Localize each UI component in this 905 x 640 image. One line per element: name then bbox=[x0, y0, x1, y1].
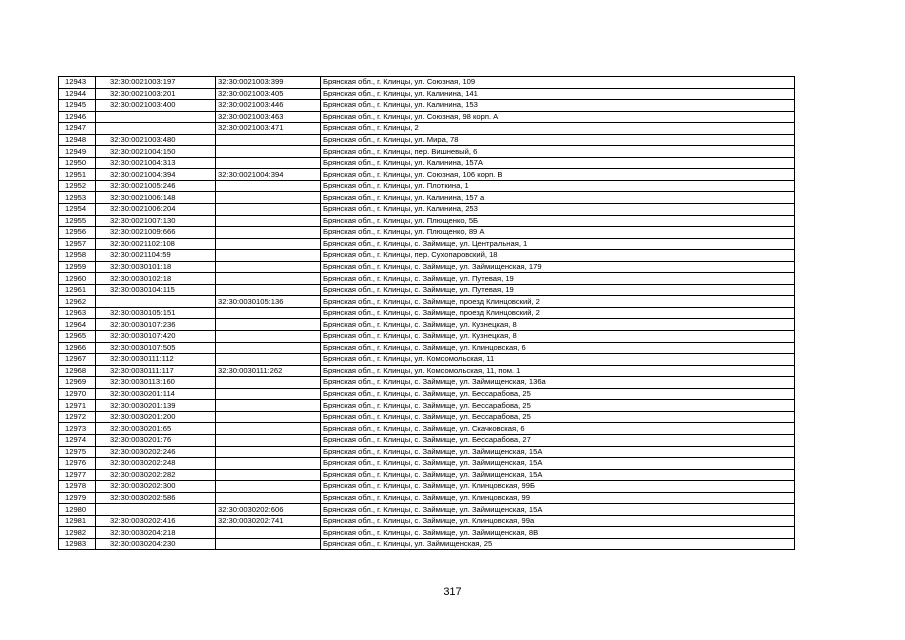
cadastral-number-cell: 32:30:0030201:139 bbox=[96, 400, 216, 412]
row-number-cell: 12983 bbox=[59, 538, 96, 550]
row-number-cell: 12966 bbox=[59, 342, 96, 354]
cadastral-number-cell: 32:30:0021004:150 bbox=[96, 146, 216, 158]
table-row bbox=[59, 111, 795, 123]
row-number-cell: 12961 bbox=[59, 284, 96, 296]
cadastral-number-cell: 32:30:0030113:160 bbox=[96, 377, 216, 389]
related-cadastral-number-cell: 32:30:0030111:262 bbox=[216, 365, 321, 377]
cadastral-number-cell: 32:30:0030204:218 bbox=[96, 527, 216, 539]
table-row bbox=[59, 446, 795, 458]
address-cell: Брянская обл., г. Клинцы, с. Займище, ул. Бессарабова, 27 bbox=[321, 434, 795, 446]
address-cell: Брянская обл., г. Клинцы, ул. Калинина, 253 bbox=[321, 204, 795, 216]
cadastral-number-cell bbox=[96, 111, 216, 123]
cadastral-number-cell bbox=[96, 504, 216, 516]
address-cell: Брянская обл., г. Клинцы, ул. Калинина, 153 bbox=[321, 100, 795, 112]
row-number-cell: 12963 bbox=[59, 307, 96, 319]
cadastral-number-cell: 32:30:0030111:112 bbox=[96, 354, 216, 366]
row-number-cell: 12951 bbox=[59, 169, 96, 181]
address-cell: Брянская обл., г. Клинцы, с. Займище, ул. Бессарабова, 25 bbox=[321, 411, 795, 423]
cadastral-number-cell: 32:30:0021102:108 bbox=[96, 238, 216, 250]
table-row bbox=[59, 100, 795, 112]
related-cadastral-number-cell bbox=[216, 261, 321, 273]
table-row bbox=[59, 146, 795, 158]
row-number-cell: 12955 bbox=[59, 215, 96, 227]
table-row bbox=[59, 469, 795, 481]
address-cell: Брянская обл., г. Клинцы, с. Займище, ул. Займищенская, 179 bbox=[321, 261, 795, 273]
property-table bbox=[58, 76, 795, 550]
cadastral-number-cell: 32:30:0021004:394 bbox=[96, 169, 216, 181]
address-cell: Брянская обл., г. Клинцы, с. Займище, проезд Клинцовский, 2 bbox=[321, 307, 795, 319]
row-number-cell: 12968 bbox=[59, 365, 96, 377]
cadastral-number-cell: 32:30:0030202:282 bbox=[96, 469, 216, 481]
related-cadastral-number-cell bbox=[216, 307, 321, 319]
row-number-cell: 12956 bbox=[59, 227, 96, 239]
address-cell: Брянская обл., г. Клинцы, с. Займище, ул. Клинцовская, 99а bbox=[321, 515, 795, 527]
address-cell: Брянская обл., г. Клинцы, ул. Союзная, 109 bbox=[321, 77, 795, 89]
address-cell: Брянская обл., г. Клинцы, ул. Комсомольская, 11 bbox=[321, 354, 795, 366]
cadastral-number-cell: 32:30:0030104:115 bbox=[96, 284, 216, 296]
row-number-cell: 12980 bbox=[59, 504, 96, 516]
table-row bbox=[59, 204, 795, 216]
cadastral-number-cell: 32:30:0021009:666 bbox=[96, 227, 216, 239]
row-number-cell: 12959 bbox=[59, 261, 96, 273]
address-cell: Брянская обл., г. Клинцы, с. Займище, ул. Путевая, 19 bbox=[321, 284, 795, 296]
related-cadastral-number-cell bbox=[216, 434, 321, 446]
related-cadastral-number-cell bbox=[216, 492, 321, 504]
table-row bbox=[59, 492, 795, 504]
cadastral-number-cell bbox=[96, 296, 216, 308]
table-row bbox=[59, 377, 795, 389]
address-cell: Брянская обл., г. Клинцы, с. Займище, ул. Займищенская, 15А bbox=[321, 458, 795, 470]
table-row bbox=[59, 296, 795, 308]
address-cell: Брянская обл., г. Клинцы, с. Займище, ул. Скачковская, 6 bbox=[321, 423, 795, 435]
cadastral-number-cell: 32:30:0030105:151 bbox=[96, 307, 216, 319]
address-cell: Брянская обл., г. Клинцы, с. Займище, ул. Путевая, 19 bbox=[321, 273, 795, 285]
table-row bbox=[59, 134, 795, 146]
table-row bbox=[59, 215, 795, 227]
related-cadastral-number-cell: 32:30:0021003:399 bbox=[216, 77, 321, 89]
cadastral-number-cell: 32:30:0021006:204 bbox=[96, 204, 216, 216]
table-row bbox=[59, 238, 795, 250]
row-number-cell: 12965 bbox=[59, 331, 96, 343]
related-cadastral-number-cell: 32:30:0030202:606 bbox=[216, 504, 321, 516]
table-row bbox=[59, 458, 795, 470]
address-cell: Брянская обл., г. Клинцы, ул. Плоткина, 1 bbox=[321, 180, 795, 192]
address-cell: Брянская обл., г. Клинцы, ул. Калинина, 157А bbox=[321, 157, 795, 169]
cadastral-number-cell: 32:30:0021005:246 bbox=[96, 180, 216, 192]
related-cadastral-number-cell bbox=[216, 180, 321, 192]
cadastral-number-cell: 32:30:0021104:59 bbox=[96, 250, 216, 262]
row-number-cell: 12943 bbox=[59, 77, 96, 89]
related-cadastral-number-cell bbox=[216, 481, 321, 493]
address-cell: Брянская обл., г. Клинцы, 2 bbox=[321, 123, 795, 135]
row-number-cell: 12950 bbox=[59, 157, 96, 169]
table-row bbox=[59, 77, 795, 89]
table-row bbox=[59, 354, 795, 366]
table-row bbox=[59, 307, 795, 319]
cadastral-number-cell: 32:30:0030204:230 bbox=[96, 538, 216, 550]
table-body bbox=[59, 77, 795, 550]
related-cadastral-number-cell bbox=[216, 377, 321, 389]
cadastral-number-cell: 32:30:0021004:313 bbox=[96, 157, 216, 169]
cadastral-number-cell: 32:30:0030201:65 bbox=[96, 423, 216, 435]
table-row bbox=[59, 157, 795, 169]
address-cell: Брянская обл., г. Клинцы, с. Займище, ул. Займищенская, 136а bbox=[321, 377, 795, 389]
related-cadastral-number-cell bbox=[216, 469, 321, 481]
related-cadastral-number-cell bbox=[216, 250, 321, 262]
table-row bbox=[59, 423, 795, 435]
table-row bbox=[59, 434, 795, 446]
address-cell: Брянская обл., г. Клинцы, ул. Мира, 78 bbox=[321, 134, 795, 146]
related-cadastral-number-cell bbox=[216, 331, 321, 343]
cadastral-number-cell: 32:30:0030202:416 bbox=[96, 515, 216, 527]
row-number-cell: 12977 bbox=[59, 469, 96, 481]
related-cadastral-number-cell bbox=[216, 319, 321, 331]
cadastral-number-cell: 32:30:0030102:18 bbox=[96, 273, 216, 285]
address-cell: Брянская обл., г. Клинцы, ул. Плющенко, 89 А bbox=[321, 227, 795, 239]
address-cell: Брянская обл., г. Клинцы, с. Займище, ул. Займищенская, 8В bbox=[321, 527, 795, 539]
cadastral-number-cell bbox=[96, 123, 216, 135]
table-row bbox=[59, 388, 795, 400]
table-row bbox=[59, 169, 795, 181]
related-cadastral-number-cell: 32:30:0021003:471 bbox=[216, 123, 321, 135]
row-number-cell: 12967 bbox=[59, 354, 96, 366]
row-number-cell: 12974 bbox=[59, 434, 96, 446]
cadastral-number-cell: 32:30:0030201:76 bbox=[96, 434, 216, 446]
table-row bbox=[59, 250, 795, 262]
page-number: 317 bbox=[443, 586, 462, 598]
cadastral-number-cell: 32:30:0030201:114 bbox=[96, 388, 216, 400]
table-row bbox=[59, 481, 795, 493]
row-number-cell: 12982 bbox=[59, 527, 96, 539]
related-cadastral-number-cell bbox=[216, 527, 321, 539]
related-cadastral-number-cell bbox=[216, 284, 321, 296]
table-row bbox=[59, 88, 795, 100]
table-row bbox=[59, 192, 795, 204]
cadastral-number-cell: 32:30:0030202:248 bbox=[96, 458, 216, 470]
row-number-cell: 12954 bbox=[59, 204, 96, 216]
related-cadastral-number-cell: 32:30:0021004:394 bbox=[216, 169, 321, 181]
address-cell: Брянская обл., г. Клинцы, с. Займище, ул. Кузнецкая, 8 bbox=[321, 331, 795, 343]
address-cell: Брянская обл., г. Клинцы, ул. Плющенко, 5Б bbox=[321, 215, 795, 227]
related-cadastral-number-cell bbox=[216, 227, 321, 239]
related-cadastral-number-cell bbox=[216, 458, 321, 470]
row-number-cell: 12969 bbox=[59, 377, 96, 389]
related-cadastral-number-cell: 32:30:0021003:446 bbox=[216, 100, 321, 112]
row-number-cell: 12979 bbox=[59, 492, 96, 504]
address-cell: Брянская обл., г. Клинцы, пер. Сухопаровский, 18 bbox=[321, 250, 795, 262]
table-row bbox=[59, 284, 795, 296]
table-row bbox=[59, 273, 795, 285]
related-cadastral-number-cell bbox=[216, 192, 321, 204]
related-cadastral-number-cell bbox=[216, 157, 321, 169]
cadastral-number-cell: 32:30:0030111:117 bbox=[96, 365, 216, 377]
address-cell: Брянская обл., г. Клинцы, с. Займище, ул. Бессарабова, 25 bbox=[321, 388, 795, 400]
address-cell: Брянская обл., г. Клинцы, с. Займище, ул. Центральная, 1 bbox=[321, 238, 795, 250]
table-row bbox=[59, 504, 795, 516]
address-cell: Брянская обл., г. Клинцы, с. Займище, ул. Клинцовская, 99 bbox=[321, 492, 795, 504]
row-number-cell: 12948 bbox=[59, 134, 96, 146]
cadastral-number-cell: 32:30:0030201:200 bbox=[96, 411, 216, 423]
address-cell: Брянская обл., г. Клинцы, ул. Калинина, 157 а bbox=[321, 192, 795, 204]
row-number-cell: 12978 bbox=[59, 481, 96, 493]
table-row bbox=[59, 411, 795, 423]
table-row bbox=[59, 319, 795, 331]
row-number-cell: 12981 bbox=[59, 515, 96, 527]
address-cell: Брянская обл., г. Клинцы, с. Займище, ул. Займищенская, 15А bbox=[321, 469, 795, 481]
cadastral-number-cell: 32:30:0030202:246 bbox=[96, 446, 216, 458]
related-cadastral-number-cell bbox=[216, 423, 321, 435]
cadastral-number-cell: 32:30:0021003:197 bbox=[96, 77, 216, 89]
cadastral-number-cell: 32:30:0030107:236 bbox=[96, 319, 216, 331]
row-number-cell: 12957 bbox=[59, 238, 96, 250]
row-number-cell: 12973 bbox=[59, 423, 96, 435]
registry-table bbox=[58, 76, 794, 550]
cadastral-number-cell: 32:30:0021003:400 bbox=[96, 100, 216, 112]
cadastral-number-cell: 32:30:0030107:505 bbox=[96, 342, 216, 354]
cadastral-number-cell: 32:30:0021006:148 bbox=[96, 192, 216, 204]
row-number-cell: 12971 bbox=[59, 400, 96, 412]
related-cadastral-number-cell bbox=[216, 446, 321, 458]
related-cadastral-number-cell bbox=[216, 400, 321, 412]
related-cadastral-number-cell bbox=[216, 273, 321, 285]
row-number-cell: 12975 bbox=[59, 446, 96, 458]
cadastral-number-cell: 32:30:0021007:130 bbox=[96, 215, 216, 227]
related-cadastral-number-cell: 32:30:0021003:405 bbox=[216, 88, 321, 100]
row-number-cell: 12960 bbox=[59, 273, 96, 285]
cadastral-number-cell: 32:30:0030202:586 bbox=[96, 492, 216, 504]
cadastral-number-cell: 32:30:0021003:480 bbox=[96, 134, 216, 146]
row-number-cell: 12962 bbox=[59, 296, 96, 308]
table-row bbox=[59, 538, 795, 550]
related-cadastral-number-cell bbox=[216, 411, 321, 423]
table-row bbox=[59, 515, 795, 527]
table-row bbox=[59, 180, 795, 192]
address-cell: Брянская обл., г. Клинцы, ул. Союзная, 106 корп. В bbox=[321, 169, 795, 181]
row-number-cell: 12976 bbox=[59, 458, 96, 470]
address-cell: Брянская обл., г. Клинцы, с. Займище, ул. Клинцовская, 99Б bbox=[321, 481, 795, 493]
address-cell: Брянская обл., г. Клинцы, с. Займище, ул. Займищенская, 15А bbox=[321, 446, 795, 458]
row-number-cell: 12947 bbox=[59, 123, 96, 135]
table-row bbox=[59, 123, 795, 135]
row-number-cell: 12952 bbox=[59, 180, 96, 192]
address-cell: Брянская обл., г. Клинцы, с. Займище, проезд Клинцовский, 2 bbox=[321, 296, 795, 308]
row-number-cell: 12964 bbox=[59, 319, 96, 331]
address-cell: Брянская обл., г. Клинцы, ул. Калинина, 141 bbox=[321, 88, 795, 100]
address-cell: Брянская обл., г. Клинцы, с. Займище, ул. Бессарабова, 25 bbox=[321, 400, 795, 412]
address-cell: Брянская обл., г. Клинцы, ул. Комсомольская, 11, пом. 1 bbox=[321, 365, 795, 377]
row-number-cell: 12970 bbox=[59, 388, 96, 400]
related-cadastral-number-cell bbox=[216, 134, 321, 146]
row-number-cell: 12953 bbox=[59, 192, 96, 204]
related-cadastral-number-cell: 32:30:0030202:741 bbox=[216, 515, 321, 527]
table-row bbox=[59, 527, 795, 539]
related-cadastral-number-cell bbox=[216, 204, 321, 216]
address-cell: Брянская обл., г. Клинцы, с. Займище, ул. Займищенская, 15А bbox=[321, 504, 795, 516]
table-row bbox=[59, 400, 795, 412]
cadastral-number-cell: 32:30:0021003:201 bbox=[96, 88, 216, 100]
table-row bbox=[59, 365, 795, 377]
address-cell: Брянская обл., г. Клинцы, ул. Союзная, 98 корп. А bbox=[321, 111, 795, 123]
cadastral-number-cell: 32:30:0030107:420 bbox=[96, 331, 216, 343]
row-number-cell: 12958 bbox=[59, 250, 96, 262]
table-row bbox=[59, 342, 795, 354]
related-cadastral-number-cell: 32:30:0030105:136 bbox=[216, 296, 321, 308]
cadastral-number-cell: 32:30:0030101:18 bbox=[96, 261, 216, 273]
related-cadastral-number-cell bbox=[216, 215, 321, 227]
related-cadastral-number-cell: 32:30:0021003:463 bbox=[216, 111, 321, 123]
address-cell: Брянская обл., г. Клинцы, с. Займище, ул. Клинцовская, 6 bbox=[321, 342, 795, 354]
row-number-cell: 12949 bbox=[59, 146, 96, 158]
related-cadastral-number-cell bbox=[216, 354, 321, 366]
related-cadastral-number-cell bbox=[216, 538, 321, 550]
row-number-cell: 12944 bbox=[59, 88, 96, 100]
row-number-cell: 12946 bbox=[59, 111, 96, 123]
address-cell: Брянская обл., г. Клинцы, ул. Займищенская, 25 bbox=[321, 538, 795, 550]
cadastral-number-cell: 32:30:0030202:300 bbox=[96, 481, 216, 493]
row-number-cell: 12972 bbox=[59, 411, 96, 423]
related-cadastral-number-cell bbox=[216, 238, 321, 250]
table-row bbox=[59, 261, 795, 273]
address-cell: Брянская обл., г. Клинцы, с. Займище, ул. Кузнецкая, 8 bbox=[321, 319, 795, 331]
related-cadastral-number-cell bbox=[216, 146, 321, 158]
related-cadastral-number-cell bbox=[216, 342, 321, 354]
related-cadastral-number-cell bbox=[216, 388, 321, 400]
address-cell: Брянская обл., г. Клинцы, пер. Вишневый, 6 bbox=[321, 146, 795, 158]
row-number-cell: 12945 bbox=[59, 100, 96, 112]
table-row bbox=[59, 331, 795, 343]
table-row bbox=[59, 227, 795, 239]
